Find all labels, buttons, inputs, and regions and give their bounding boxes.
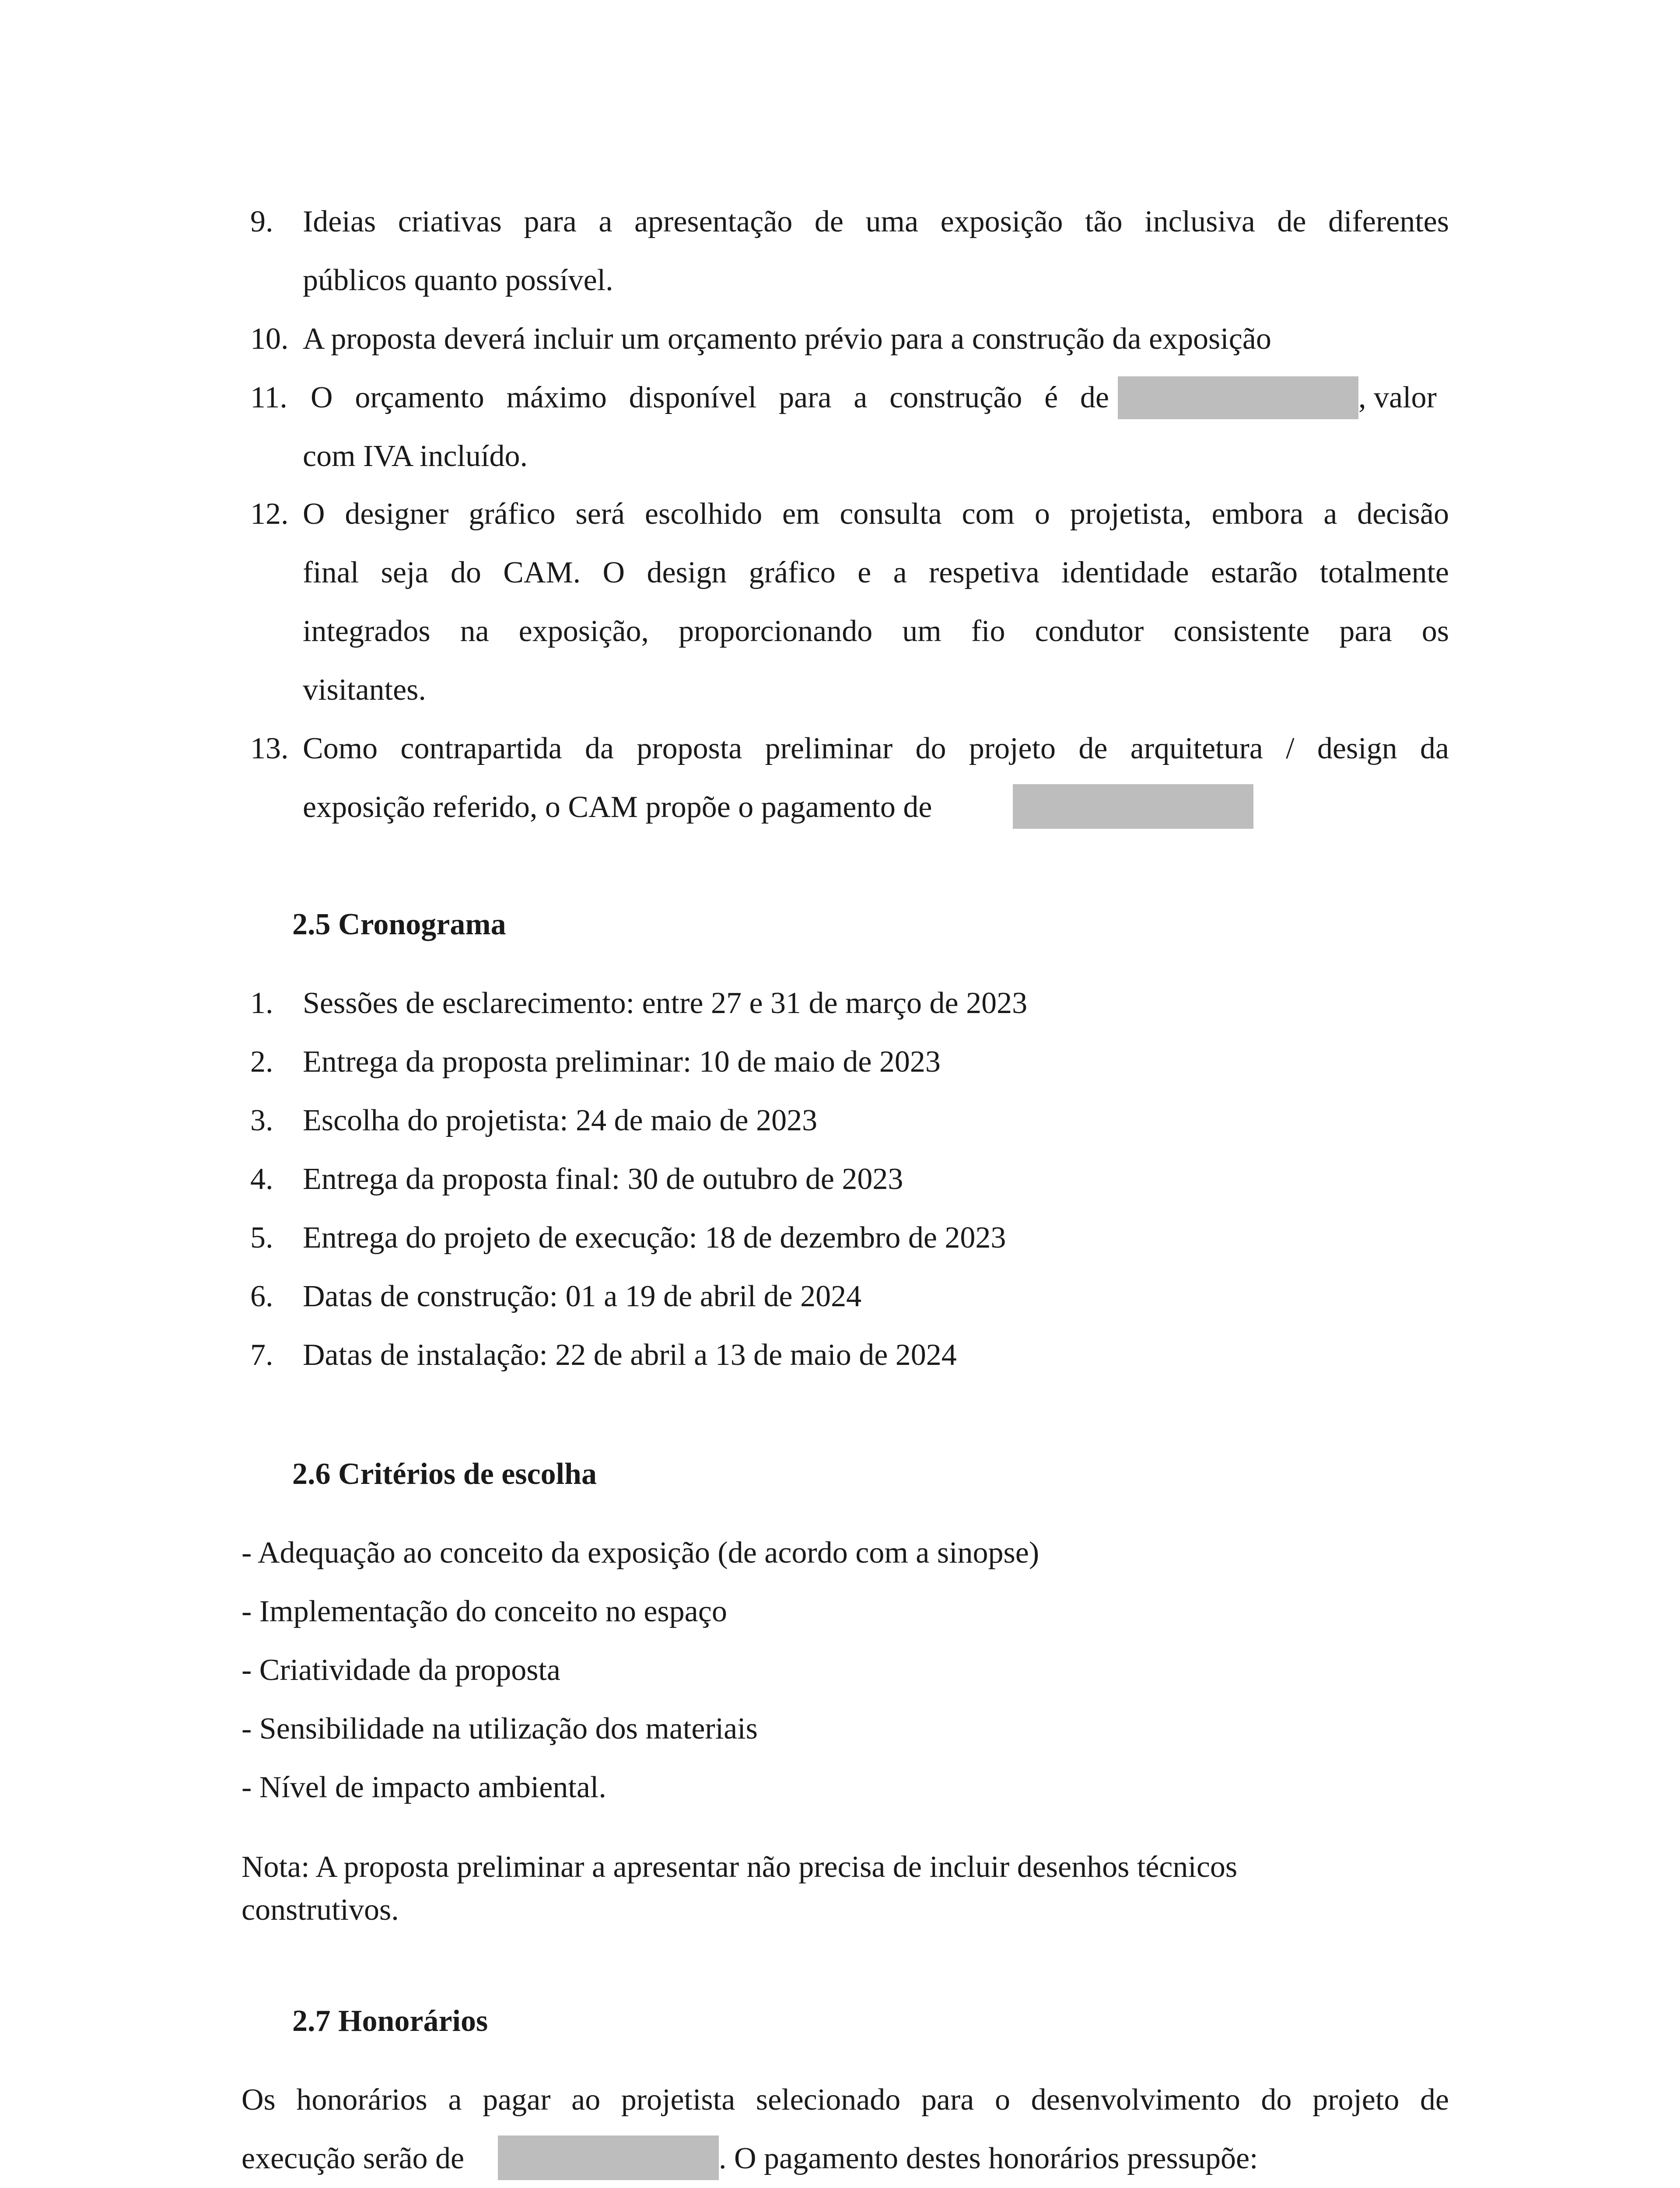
note-text: Nota: A proposta preliminar a apresentar não precisa de incluir desenhos técnicos xyxy=(242,1850,1238,1884)
list-item-text: O designer gráfico será escolhido em consulta com o projetista, embora a decisão xyxy=(303,497,1449,531)
note-text: construtivos. xyxy=(242,1893,399,1927)
list-item-number: 12. xyxy=(250,497,289,531)
list-item-text: Datas de instalação: 22 de abril a 13 de maio de 2024 xyxy=(303,1338,957,1372)
redaction-block xyxy=(1118,376,1358,419)
list-item-number: 2. xyxy=(250,1045,273,1079)
list-item: - Criatividade da proposta xyxy=(242,1653,560,1687)
list-item-number: 5. xyxy=(250,1221,273,1255)
list-item-number: 10. xyxy=(250,322,289,356)
list-item-text: final seja do CAM. O design gráfico e a respetiva identidade estarão totalmente xyxy=(303,556,1449,589)
section-heading: 2.7 Honorários xyxy=(292,2004,488,2038)
list-item-text: Entrega da proposta final: 30 de outubro de 2023 xyxy=(303,1162,903,1196)
list-item: - Nível de impacto ambiental. xyxy=(242,1771,606,1804)
list-item-text: O orçamento máximo disponível para a construção é de xyxy=(311,381,1109,414)
list-item-text: integrados na exposição, proporcionando um fio condutor consistente para os xyxy=(303,614,1449,648)
list-item-text: Datas de construção: 01 a 19 de abril de 2024 xyxy=(303,1280,862,1313)
section-heading: 2.6 Critérios de escolha xyxy=(292,1457,597,1491)
list-item-text: Entrega do projeto de execução: 18 de dezembro de 2023 xyxy=(303,1221,1006,1255)
list-item-number: 4. xyxy=(250,1162,273,1196)
list-item: - Implementação do conceito no espaço xyxy=(242,1595,727,1628)
list-item-number: 6. xyxy=(250,1280,273,1313)
list-item-text: Ideias criativas para a apresentação de uma exposição tão inclusiva de diferentes xyxy=(303,205,1449,238)
list-item-text: com IVA incluído. xyxy=(303,439,528,473)
list-item: - Sensibilidade na utilização dos materiais xyxy=(242,1712,758,1746)
redaction-block xyxy=(1013,784,1253,829)
list-item-number: 9. xyxy=(250,205,273,238)
list-item-text: visitantes. xyxy=(303,673,426,707)
section-heading: 2.5 Cronograma xyxy=(292,908,506,941)
paragraph-text: execução serão de xyxy=(242,2142,465,2175)
list-item-text: exposição referido, o CAM propõe o pagamento de xyxy=(303,790,932,824)
paragraph-text: Os honorários a pagar ao projetista selecionado para o desenvolvimento do projeto de xyxy=(242,2083,1449,2117)
list-item: - Adequação ao conceito da exposição (de acordo com a sinopse) xyxy=(242,1536,1040,1570)
redaction-block xyxy=(498,2135,719,2180)
list-item-text: públicos quanto possível. xyxy=(303,263,613,297)
list-item-text: Entrega da proposta preliminar: 10 de maio de 2023 xyxy=(303,1045,941,1079)
list-item-number: 1. xyxy=(250,986,273,1020)
list-item-number: 7. xyxy=(250,1338,273,1372)
paragraph-text: . O pagamento destes honorários pressupõe: xyxy=(719,2142,1258,2175)
list-item-number: 13. xyxy=(250,732,289,765)
list-item-text: Sessões de esclarecimento: entre 27 e 31 de março de 2023 xyxy=(303,986,1028,1020)
list-item-number: 3. xyxy=(250,1104,273,1137)
list-item-text: , valor xyxy=(1358,381,1437,414)
list-item-text: Escolha do projetista: 24 de maio de 2023 xyxy=(303,1104,818,1137)
list-item-text: A proposta deverá incluir um orçamento prévio para a construção da exposição xyxy=(303,322,1271,356)
list-item-text: Como contrapartida da proposta preliminar do projeto de arquitetura / design da xyxy=(303,732,1449,765)
list-item-number: 11. xyxy=(250,381,287,414)
